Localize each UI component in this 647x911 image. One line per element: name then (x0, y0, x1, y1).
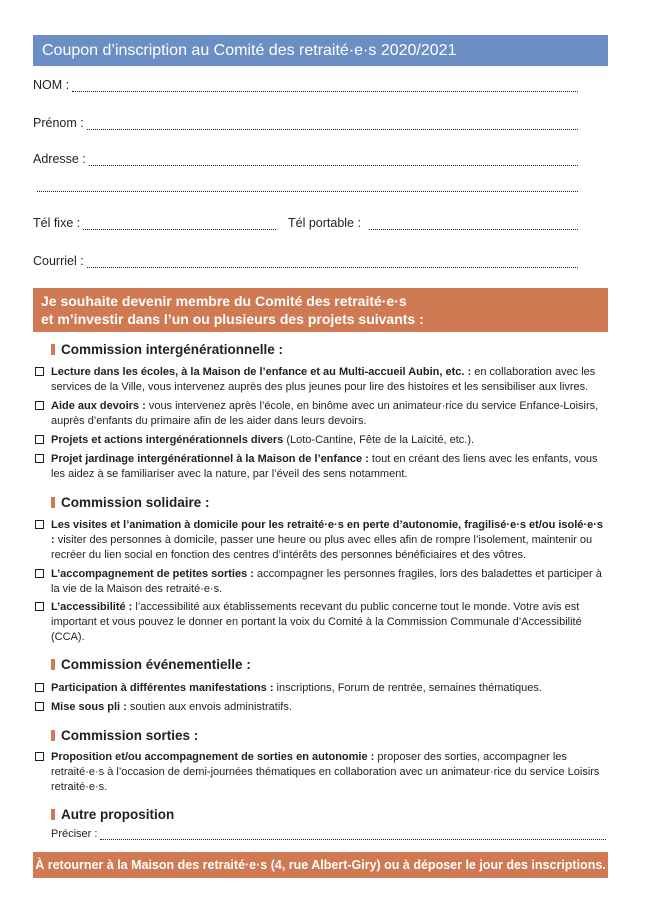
option-text: Aide aux devoirs : vous intervenez après l’école, en binôme avec un animateur·rice du service Enfance-Loisirs, auprès d’enfants du primaire afin de les aider dans leurs devoirs. (51, 400, 599, 427)
form-title: Coupon d’inscription au Comité des retraité·e·s 2020/2021 (42, 42, 457, 59)
section-solidaire (51, 495, 210, 510)
tel-fixe-label: Tél fixe : (33, 216, 81, 230)
section-title: Autre proposition (61, 807, 175, 822)
adresse-label: Adresse : (33, 152, 86, 166)
option-jardinage[interactable] (35, 452, 609, 482)
option-text: L’accompagnement de petites sorties : accompagner les personnes fragiles, lors des baladettes et participer à la vie de la Maison des retraité·e·s. (51, 568, 602, 595)
return-instructions-banner (33, 852, 608, 878)
option-text: Mise sous pli : soutien aux envois administratifs. (51, 701, 292, 713)
checkbox[interactable] (35, 520, 44, 529)
section-evenementielle (51, 657, 251, 672)
courriel-field[interactable] (33, 254, 578, 268)
section-marker (51, 809, 55, 820)
prenom-label: Prénom : (33, 116, 84, 130)
checkbox[interactable] (35, 569, 44, 578)
prenom-line[interactable] (87, 118, 578, 130)
membership-line-2: et m’investir dans l’un ou plusieurs des projets suivants : (41, 311, 424, 327)
option-manifestations[interactable] (35, 681, 609, 696)
tel-portable-line[interactable] (369, 218, 578, 230)
tel-portable-field[interactable] (288, 216, 578, 230)
section-title: Commission sorties : (61, 728, 199, 743)
option-petites-sorties[interactable] (35, 567, 609, 597)
courriel-line[interactable] (87, 256, 578, 268)
prenom-field[interactable] (33, 116, 578, 130)
option-aide-devoirs[interactable] (35, 399, 609, 429)
preciser-field[interactable] (51, 828, 606, 840)
section-marker (51, 659, 55, 670)
option-text: Proposition et/ou accompagnement de sorties en autonomie : proposer des sorties, accompagner les retraité·e·s à l’occasion de demi-journées thématiques en collaboration avec un animateur·rice du service Loisirs retraité·e·s. (51, 751, 600, 793)
adresse-line-2[interactable] (37, 180, 578, 192)
adresse-line-2-dots[interactable] (37, 180, 578, 192)
membership-line-1: Je souhaite devenir membre du Comité des retraité·e·s (41, 293, 407, 309)
tel-fixe-field[interactable] (33, 216, 276, 230)
courriel-label: Courriel : (33, 254, 84, 268)
preciser-label: Préciser : (51, 828, 98, 840)
nom-line[interactable] (72, 80, 578, 92)
membership-banner (33, 288, 608, 332)
option-text: Projet jardinage intergénérationnel à la Maison de l’enfance : tout en créant des liens avec les enfants, vous les aidez à se familiariser avec la nature, par l’éveil des sens notamment. (51, 453, 598, 480)
tel-portable-label: Tél portable : (288, 216, 361, 230)
option-accessibilite[interactable] (35, 600, 609, 645)
checkbox[interactable] (35, 752, 44, 761)
option-text: Projets et actions intergénérationnels divers (Loto-Cantine, Fête de la Laïcité, etc.). (51, 434, 475, 446)
section-sorties (51, 728, 198, 743)
tel-fixe-line[interactable] (83, 218, 276, 230)
checkbox[interactable] (35, 435, 44, 444)
checkbox[interactable] (35, 702, 44, 711)
nom-label: NOM : (33, 78, 70, 92)
option-mise-sous-pli[interactable] (35, 700, 609, 715)
checkbox[interactable] (35, 602, 44, 611)
section-title: Commission solidaire : (61, 495, 210, 510)
option-text: Les visites et l’animation à domicile pour les retraité·e·s en perte d’autonomie, fragilisé·e·s et/ou isolé·e·s : visiter des personnes à domicile, passer une heure ou plus avec elles afin de rompre l’isolement, maintenir ou recréer du lien social en fonction des centres d’intérêts des personnes bénéficiaires et des vôtres. (51, 519, 603, 561)
checkbox[interactable] (35, 367, 44, 376)
option-projets-actions[interactable] (35, 433, 609, 448)
option-text: L’accessibilité : l’accessibilité aux établissements recevant du public concerne tout le monde. Votre avis est important et vous pouvez le donner en portant la voix du Comité à la Commission Communale d’Accessibilité (CCA). (51, 601, 582, 643)
option-visites[interactable] (35, 518, 609, 563)
section-marker (51, 344, 55, 355)
nom-field[interactable] (33, 78, 578, 92)
section-intergenerationnelle (51, 342, 283, 357)
form-title-banner (33, 35, 608, 66)
option-sorties-autonomie[interactable] (35, 750, 609, 795)
adresse-field[interactable] (33, 152, 578, 166)
return-instructions: À retourner à la Maison des retraité·e·s (4, rue Albert-Giry) ou à déposer le jour des inscriptions. (35, 858, 606, 872)
section-marker (51, 730, 55, 741)
adresse-line[interactable] (89, 154, 578, 166)
section-title: Commission événementielle : (61, 657, 251, 672)
section-autre-proposition (51, 807, 174, 822)
option-lecture[interactable] (35, 365, 609, 395)
option-text: Lecture dans les écoles, à la Maison de l’enfance et au Multi-accueil Aubin, etc. : en collaboration avec les services de la Ville, vous intervenez auprès des plus jeunes pour lire des histoires et les sensibiliser aux livres. (51, 366, 596, 393)
section-marker (51, 497, 55, 508)
checkbox[interactable] (35, 454, 44, 463)
preciser-line[interactable] (100, 830, 606, 840)
checkbox[interactable] (35, 683, 44, 692)
section-title: Commission intergénérationnelle : (61, 342, 284, 357)
option-text: Participation à différentes manifestations : inscriptions, Forum de rentrée, semaines thématiques. (51, 682, 542, 694)
checkbox[interactable] (35, 401, 44, 410)
